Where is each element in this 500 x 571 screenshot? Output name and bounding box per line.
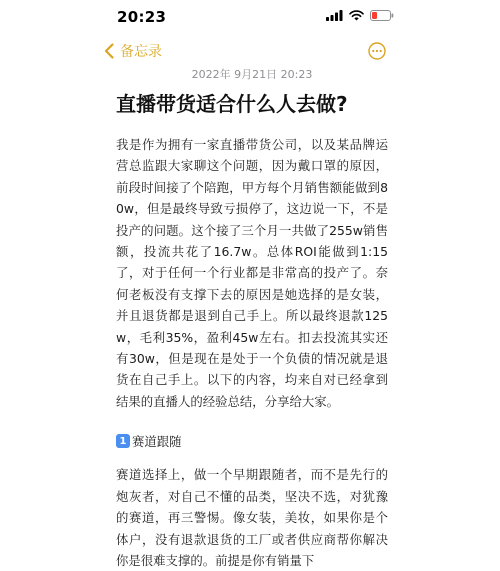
- chevron-left-icon: [104, 43, 114, 59]
- back-button[interactable]: [104, 41, 162, 61]
- section-heading: [116, 430, 388, 452]
- section-heading-label: 赛道跟随: [132, 434, 182, 450]
- status-icons: [326, 10, 394, 21]
- note-paragraph: 我是作为拥有一家直播带货公司，以及某品牌运营总监跟大家聊这个问题，因为戴口罩的原因，前段时间接了个陪跑，甲方每个月销售额能做到80w，但是最终导致亏损停了，这边说一下，不是投产的问题。这个接了三个月一共做了255w销售额，投流共花了16.7w。总体ROI能做到1:15了，对于任何一个行业都是非常高的投产了。奈何老板没有支撑下去的原因是她选择的是女装，并且退货都是退到自己手上。所以最终退款125w，毛利35%，盈利45w左右。扣去投流其实还有30w，但是现在是处于一个负债的情况就是退货在自己手上。以下的内容，均来自对已经拿到结果的直播人的经验总结，分享给大家。: [116, 137, 388, 409]
- status-time: 20:23: [117, 8, 167, 26]
- note-date: 2022年 9月21日 20:23: [191, 68, 313, 81]
- wifi-icon: [349, 10, 364, 21]
- signal-icon: [326, 10, 343, 21]
- note-content[interactable]: [116, 66, 388, 571]
- keycap-number-icon: 1: [116, 434, 130, 448]
- note-paragraph: 赛道选择上，做一个早期跟随者，而不是先行的炮灰者，对自己不懂的品类，坚决不选，对犹豫的赛道，再三警惕。像女装，美妆，如果你是个体户，没有退款退货的工厂或者供应商帮你解决你是很难支撑的。前提是你有销量下: [116, 467, 388, 568]
- ellipsis-circle-icon[interactable]: [368, 42, 386, 60]
- note-title: 直播带货适合什么人去做?: [116, 92, 348, 116]
- back-button-label: 备忘录: [120, 44, 162, 60]
- battery-icon: [370, 10, 394, 21]
- status-bar: [0, 0, 500, 36]
- nav-bar: [0, 36, 500, 70]
